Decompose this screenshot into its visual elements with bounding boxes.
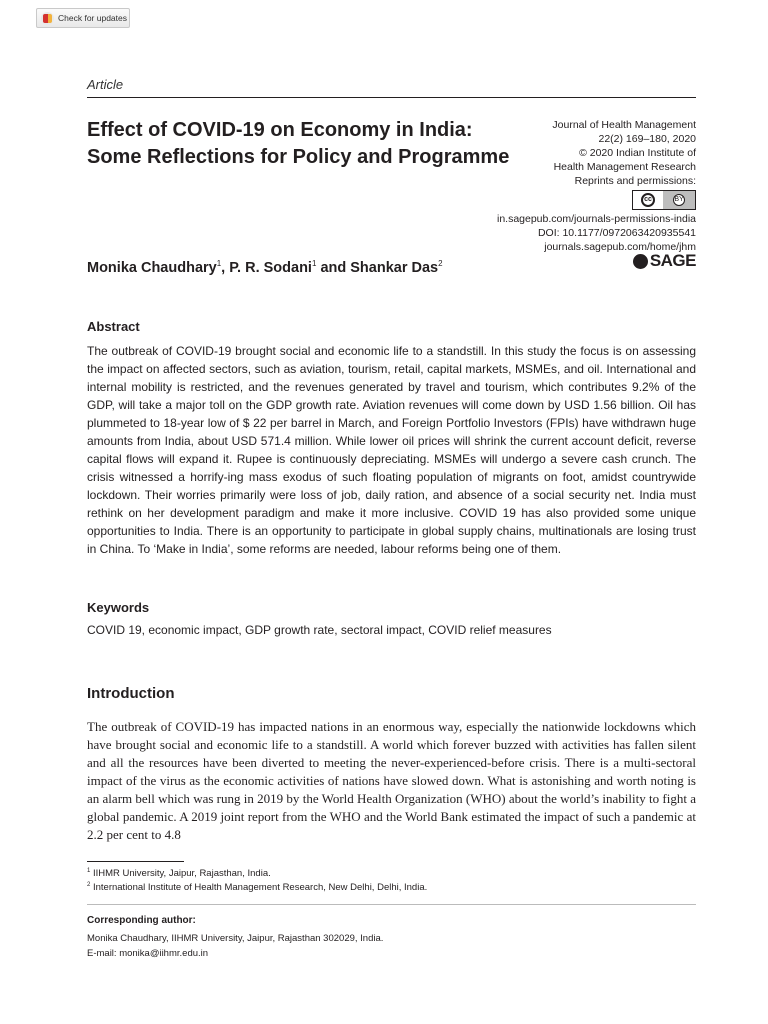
author-affiliation: 1 [311, 259, 317, 268]
copyright-line: © 2020 Indian Institute of [579, 147, 696, 159]
abstract-heading: Abstract [87, 319, 140, 334]
publisher-logo [633, 251, 696, 271]
author-name: P. R. Sodani [229, 259, 312, 276]
keywords-text: COVID 19, economic impact, GDP growth rate, sectoral impact, COVID relief measures [87, 623, 552, 637]
footnote-divider [87, 861, 184, 862]
cc-by-license-badge[interactable] [632, 190, 696, 210]
corresponding-heading: Corresponding author: [87, 915, 196, 926]
article-type-label: Article [87, 77, 124, 92]
crossmark-icon [41, 12, 54, 25]
abstract-text: The outbreak of COVID-19 brought social and economic life to a standstill. In this study the focus is on assessing the impact on affected sectors, such as aviation, tourism, retail, capital markets, MSMEs, and oil. International and internal mobility is restricted, and the revenues generated by travel and tourism, which contributes 9.2% of the GDP, will take a major toll on the GDP growth rate. Aviation revenues will come down by USD 1.56 billion. Oil has plummeted to 18-year low of $ 22 per barrel in March, and Foreign Portfolio Investors (FPIs) have withdrawn huge amounts from India, about USD 571.4 million. While lower oil prices will shrink the current account deficit, reverse capital flows will expand it. Rupee is continuously depreciating. MSMEs will undergo a severe cash crunch. The crisis witnessed a horrify-ing mass exodus of such floating population of migrants on foot, amidst countrywide lockdown. Their worries primarily were loss of job, daily ration, and absence of a social security net. India must rethink on her development paradigm and make it more inclusive. COVID 19 has also provided some unique opportunities to India. There is an opportunity to participate in global supply chains, multinationals are losing trust in China. To ‘Make in India’, some reforms are needed, labour reforms being one of them. [87, 344, 696, 556]
author-affiliation: 2 [438, 259, 443, 268]
footnote [87, 868, 271, 879]
footnote-text: IIHMR University, Jaipur, Rajasthan, India. [92, 868, 271, 880]
doi-link[interactable]: DOI: 10.1177/0972063420935541 [537, 227, 696, 239]
journal-home-link[interactable]: journals.sagepub.com/home/jhm [544, 241, 696, 253]
keywords-heading: Keywords [87, 600, 150, 615]
permissions-link[interactable]: in.sagepub.com/journals-permissions-india [496, 213, 696, 225]
check-for-updates-label: Check for updates [58, 13, 127, 23]
footnote [87, 882, 427, 893]
creative-commons-icon: cc [641, 193, 655, 207]
sage-logo-icon [633, 254, 648, 269]
corresponding-address: Monika Chaudhary, IIHMR University, Jaipur, Rajasthan 302029, India. [87, 933, 384, 944]
header-divider [87, 97, 696, 98]
corresponding-email[interactable]: E-mail: monika@iihmr.edu.in [87, 948, 209, 959]
reprints-label: Reprints and permissions: [574, 175, 696, 187]
introduction-heading: Introduction [87, 685, 175, 702]
author-list: Monika Chaudhary$^1$, P. R. Sodani$^1$ and Shankar Das$^2$ [87, 259, 443, 276]
journal-volume: 22(2) 169–180, 2020 [598, 133, 696, 145]
footnote-number: 1 [87, 868, 91, 874]
introduction-text: The outbreak of COVID-19 has impacted nations in an enormous way, especially the nationwide lockdowns which have brought social and economic life to a standstill. A world which forever buzzed with activities has fallen silent and all the resources have been diverted to meeting the never-experienced-before crisis. There is a multi-sectoral impact of the virus as the economic activities of nations have slowed down. What is astonishing and worth noting is an alarm bell which was rung in 2019 by the World Health Organization (WHO) about the world’s inability to fight a global pandemic. A 2019 joint report from the WHO and the World Bank estimated the impact of such a pandemic at 2.2 per cent to 4.8 [87, 719, 696, 842]
corresponding-divider [87, 904, 696, 905]
author-name: Monika Chaudhary [87, 259, 217, 276]
author-name: Shankar Das [350, 259, 439, 276]
author-affiliation: 1 [216, 259, 222, 268]
footnote-text: International Institute of Health Management Research, New Delhi, Delhi, India. [92, 882, 428, 894]
publisher-name: SAGE [649, 251, 696, 270]
attribution-icon: BY [673, 194, 685, 206]
check-for-updates-button[interactable] [36, 8, 130, 28]
article-title: Effect of COVID-19 on Economy in India: Some Reflections for Policy and Programme [87, 119, 510, 168]
copyright-holder: Health Management Research [553, 161, 696, 173]
journal-name: Journal of Health Management [552, 119, 696, 131]
footnote-number: 2 [87, 882, 91, 888]
journal-meta [496, 118, 696, 254]
